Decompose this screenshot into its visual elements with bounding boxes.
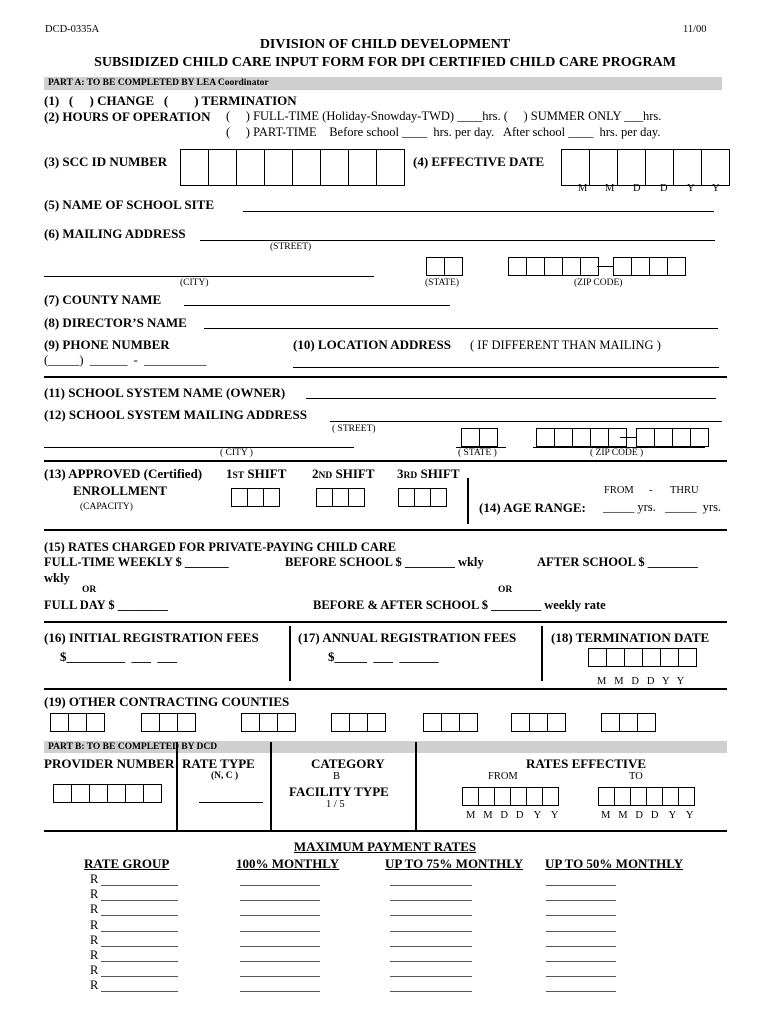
fulltime-weekly-field[interactable]: FULL-TIME WEEKLY $ _______ (44, 555, 229, 569)
age-range-field[interactable]: _____ yrs. _____ yrs. (603, 500, 722, 514)
annual-registration-label: (17) ANNUAL REGISTRATION FEES (298, 630, 517, 645)
city-caption-2: ( CITY ) (220, 448, 253, 458)
rate-row-label: R (90, 887, 99, 902)
monthly-100-field[interactable] (240, 976, 320, 977)
zip-dash (597, 266, 613, 267)
shift-1-label: 1ST SHIFT (226, 466, 287, 481)
mailing-state-boxes[interactable] (426, 257, 463, 276)
before-school-field[interactable]: BEFORE SCHOOL $ ________ wkly (285, 555, 484, 569)
rates-to-boxes[interactable] (598, 787, 695, 806)
rate-row-label: R (90, 872, 99, 886)
school-system-name-field[interactable] (306, 398, 716, 399)
date-letter-m1: M (578, 183, 588, 194)
director-name-field[interactable] (204, 328, 718, 329)
rate-row-label: R (90, 948, 99, 962)
location-address-note: ( IF DIFFERENT THAN MAILING ) (470, 338, 661, 352)
provider-number-label: PROVIDER NUMBER (44, 756, 175, 771)
facility-type-caption: 1 / 5 (326, 799, 345, 810)
col-50-monthly-header: UP TO 50% MONTHLY (545, 856, 684, 871)
rates-from-boxes[interactable] (462, 787, 559, 806)
form-title-1: DIVISION OF CHILD DEVELOPMENT (259, 37, 511, 52)
fees-divider-1 (289, 626, 291, 681)
zip-dash-2 (620, 437, 636, 438)
monthly-100-field[interactable] (240, 991, 320, 992)
mailing-address-label: (6) MAILING ADDRESS (44, 226, 186, 241)
rate-group-field[interactable] (101, 961, 178, 962)
scc-id-boxes[interactable] (180, 149, 405, 186)
age-range-divider (467, 478, 469, 524)
age-thru-caption: THRU (670, 485, 699, 496)
monthly-100-field[interactable] (240, 900, 320, 901)
part-b-divider-2 (270, 742, 272, 830)
form-code: DCD-0335A (45, 24, 100, 35)
rates-to-date-caption: M M D D Y Y (601, 810, 694, 821)
monthly-100-field[interactable] (240, 961, 320, 962)
school-system-zip-boxes[interactable] (536, 428, 627, 447)
form-date: 11/00 (683, 24, 707, 35)
change-termination-checkboxes[interactable]: (1) ( ) CHANGE ( ) TERMINATION (44, 93, 297, 108)
phone-number-field[interactable]: (_____) ______ - __________ (44, 353, 207, 367)
termination-date-label: (18) TERMINATION DATE (551, 630, 710, 645)
rate-row-label: R (90, 978, 99, 993)
director-name-label: (8) DIRECTOR’S NAME (44, 315, 187, 330)
form-title-2: SUBSIDIZED CHILD CARE INPUT FORM FOR DPI CERTIFIED CHILD CARE PROGRAM (94, 55, 676, 70)
monthly-75-field[interactable] (390, 961, 472, 962)
monthly-100-field[interactable] (240, 931, 320, 932)
location-address-field[interactable] (293, 367, 719, 368)
rate-type-field[interactable] (199, 802, 263, 803)
part-a-header: PART A: TO BE COMPLETED BY LEA Coordinator (48, 78, 269, 88)
section-divider-2 (44, 460, 727, 462)
termination-date-boxes[interactable] (588, 648, 697, 667)
monthly-75-field[interactable] (390, 946, 472, 947)
school-site-field[interactable] (243, 211, 714, 212)
date-letter-y2: Y (712, 183, 720, 194)
county-boxes-2[interactable] (141, 713, 196, 732)
state-caption: (STATE) (425, 278, 460, 288)
monthly-75-field[interactable] (390, 991, 472, 992)
city-caption: (CITY) (180, 278, 209, 288)
initial-registration-label: (16) INITIAL REGISTRATION FEES (44, 630, 259, 645)
monthly-50-field[interactable] (546, 915, 616, 916)
county-boxes-3[interactable] (241, 713, 296, 732)
school-system-address-label: (12) SCHOOL SYSTEM MAILING ADDRESS (44, 407, 307, 422)
county-name-label: (7) COUNTY NAME (44, 292, 162, 307)
termination-date-caption: M M D D Y Y (597, 676, 685, 687)
section-divider-3 (44, 529, 727, 531)
shift-3-boxes[interactable] (398, 488, 447, 507)
street-caption: (STREET) (270, 242, 312, 252)
section-divider-4 (44, 621, 727, 623)
county-boxes-6[interactable] (511, 713, 566, 732)
rate-type-label: RATE TYPE (182, 756, 255, 771)
monthly-100-field[interactable] (240, 885, 320, 886)
mailing-city-field[interactable] (44, 276, 374, 277)
rates-from-date-caption: M M D D Y Y (466, 810, 559, 821)
monthly-50-field[interactable] (546, 976, 616, 977)
col-100-monthly-header: 100% MONTHLY (236, 856, 340, 871)
full-day-field[interactable]: FULL DAY $ ________ (44, 598, 168, 612)
county-boxes-4[interactable] (331, 713, 386, 732)
monthly-75-field[interactable] (390, 915, 472, 916)
enrollment-label: ENROLLMENT (73, 483, 167, 498)
county-boxes-5[interactable] (423, 713, 478, 732)
rate-group-field[interactable] (101, 900, 178, 901)
date-letter-y1: Y (687, 183, 695, 194)
shift-2-boxes[interactable] (316, 488, 365, 507)
hours-of-operation-label: (2) HOURS OF OPERATION (44, 109, 211, 124)
monthly-75-field[interactable] (390, 976, 472, 977)
rate-row-label: R (90, 917, 99, 932)
age-dash: - (649, 485, 653, 496)
fees-divider-2 (541, 626, 543, 681)
part-b-header: PART B: TO BE COMPLETED BY DCD (48, 742, 218, 752)
effective-date-label: (4) EFFECTIVE DATE (413, 154, 545, 169)
state-caption-2: ( STATE ) (458, 448, 497, 458)
category-caption: B (333, 771, 341, 782)
date-letter-d1: D (633, 183, 641, 194)
rate-row-label: R (90, 963, 99, 978)
max-payment-rates-title: MAXIMUM PAYMENT RATES (293, 839, 477, 854)
section-divider-5 (44, 688, 727, 690)
monthly-50-field[interactable] (546, 946, 616, 947)
hours-parttime-line[interactable]: ( ) PART-TIME Before school ____ hrs. per day. After school ____ hrs. per day. (226, 125, 661, 139)
date-letter-m2: M (605, 183, 615, 194)
phone-number-label: (9) PHONE NUMBER (44, 337, 170, 352)
section-divider-1 (44, 376, 727, 378)
annual-registration-field[interactable]: $_____ ___ ______ (328, 649, 439, 664)
part-b-divider-3 (415, 742, 417, 830)
county-boxes-1[interactable] (50, 713, 105, 732)
before-after-school-field[interactable]: BEFORE & AFTER SCHOOL $ ________ weekly rate (313, 598, 606, 612)
rate-row-label: R (90, 932, 99, 947)
county-name-field[interactable] (184, 305, 450, 306)
rate-group-field[interactable] (101, 915, 178, 916)
scc-id-label: (3) SCC ID NUMBER (44, 154, 168, 169)
rate-group-header: RATE GROUP (84, 856, 170, 871)
provider-number-boxes[interactable] (53, 784, 162, 803)
shift-2-label: 2ND SHIFT (312, 466, 375, 481)
mailing-street-field[interactable] (200, 240, 715, 241)
monthly-75-field[interactable] (390, 900, 472, 901)
zip-caption: (ZIP CODE) (574, 278, 623, 288)
mailing-zip4-boxes[interactable] (613, 257, 686, 276)
shift-1-boxes[interactable] (231, 488, 280, 507)
county-boxes-7[interactable] (601, 713, 656, 732)
street-caption-2: ( STREET) (332, 424, 376, 434)
mailing-zip-boxes[interactable] (508, 257, 599, 276)
rates-effective-label: RATES EFFECTIVE (526, 756, 647, 771)
rates-to-caption: TO (629, 771, 643, 782)
monthly-50-field[interactable] (546, 900, 616, 901)
age-from-caption: FROM (604, 485, 634, 496)
or-caption-1: OR (82, 585, 97, 595)
facility-type-label: FACILITY TYPE (289, 784, 389, 799)
initial-registration-field[interactable]: $_________ ___ ___ (60, 649, 177, 664)
part-b-divider-1 (176, 742, 178, 830)
location-address-label: (10) LOCATION ADDRESS (293, 337, 451, 352)
effective-date-boxes[interactable] (561, 149, 730, 186)
rates-from-caption: FROM (488, 771, 518, 782)
approved-enrollment-label: (13) APPROVED (Certified) (44, 466, 203, 481)
rates-charged-label: (15) RATES CHARGED FOR PRIVATE-PAYING CHILD CARE (44, 540, 397, 554)
category-label: CATEGORY (311, 756, 385, 771)
school-system-zip4-boxes[interactable] (636, 428, 709, 447)
rate-type-caption: (N, C ) (211, 771, 239, 781)
school-system-state-boxes[interactable] (461, 428, 498, 447)
shift-3-label: 3RD SHIFT (397, 466, 460, 481)
rate-group-field[interactable] (101, 991, 178, 992)
rate-group-field[interactable] (101, 946, 178, 947)
hours-fulltime-line[interactable]: ( ) FULL-TIME (Holiday-Snowday-TWD) ____hrs. ( ) SUMMER ONLY ___hrs. (226, 109, 662, 123)
monthly-50-field[interactable] (546, 961, 616, 962)
rate-row-label: R (90, 902, 99, 917)
date-letter-d2: D (660, 183, 668, 194)
wkly-caption: wkly (44, 571, 70, 585)
rate-group-field[interactable] (101, 885, 178, 886)
school-system-street-field[interactable] (330, 421, 722, 422)
monthly-50-field[interactable] (546, 885, 616, 886)
monthly-100-field[interactable] (240, 946, 320, 947)
school-system-city-field[interactable] (44, 447, 354, 448)
monthly-100-field[interactable] (240, 915, 320, 916)
school-system-name-label: (11) SCHOOL SYSTEM NAME (OWNER) (44, 385, 286, 400)
school-site-label: (5) NAME OF SCHOOL SITE (44, 197, 214, 212)
after-school-field[interactable]: AFTER SCHOOL $ ________ (537, 555, 698, 569)
rate-group-field[interactable] (101, 976, 178, 977)
capacity-caption: (CAPACITY) (80, 502, 133, 512)
zip-caption-2: ( ZIP CODE ) (590, 448, 644, 458)
monthly-50-field[interactable] (546, 991, 616, 992)
other-counties-label: (19) OTHER CONTRACTING COUNTIES (44, 694, 290, 709)
age-range-label: (14) AGE RANGE: (479, 500, 586, 515)
monthly-50-field[interactable] (546, 931, 616, 932)
monthly-75-field[interactable] (390, 931, 472, 932)
col-75-monthly-header: UP TO 75% MONTHLY (385, 856, 524, 871)
or-caption-2: OR (498, 585, 513, 595)
monthly-75-field[interactable] (390, 885, 472, 886)
rate-group-field[interactable] (101, 931, 178, 932)
section-divider-6 (44, 830, 727, 832)
